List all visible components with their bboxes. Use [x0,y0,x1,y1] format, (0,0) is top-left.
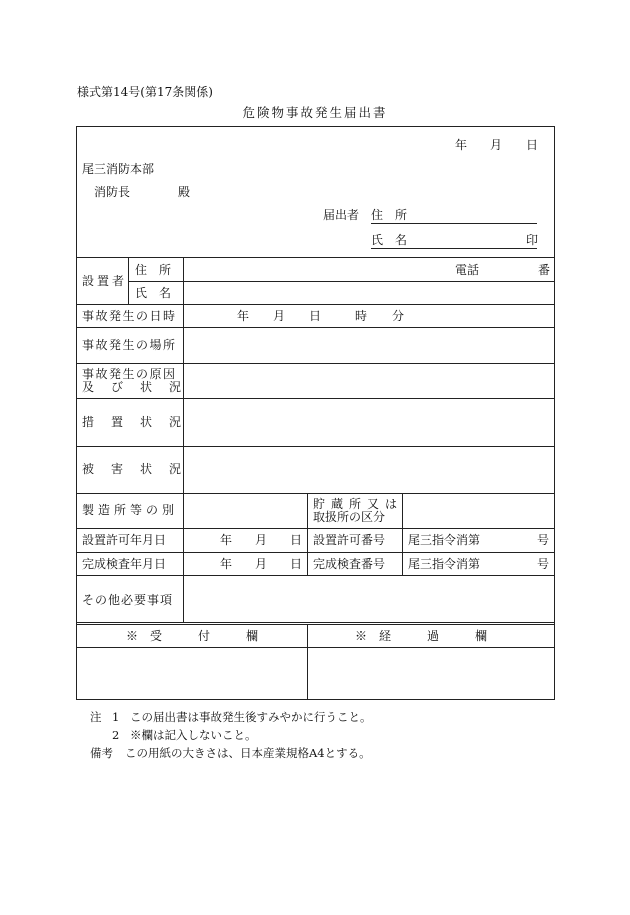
date-year: 年 [455,138,468,152]
accident-minute: 分 [392,309,405,323]
form-title: 危険物事故発生届出書 [242,105,388,120]
divider-inspection-bottom [76,575,555,576]
divider-header-bottom [76,257,555,258]
divider-storage-left [307,493,308,575]
accident-day: 日 [309,309,322,323]
accident-year: 年 [237,309,250,323]
divider-other-bottom [76,622,555,623]
note1-num: 1 [112,710,120,724]
date-month: 月 [490,138,503,152]
inspection-month: 月 [255,557,268,571]
note1-text: この届出書は事故発生後すみやかに行うこと。 [130,710,372,724]
reception-header: ※ 受 付 欄 [126,629,259,643]
divider-installer-sub [128,257,129,304]
remark-text: この用紙の大きさは、日本産業規格A4とする。 [125,746,371,760]
damage-label: 被害状況 [82,462,199,476]
divider-installer-mid [128,281,555,282]
divider-permit-bottom [76,552,555,553]
divider-damage-bottom [76,493,555,494]
permit-month: 月 [255,533,268,547]
notifier-label: 届出者 [323,208,360,222]
storage-label-line1: 貯蔵所又は [313,497,404,511]
divider-cause-bottom [76,398,555,399]
installer-phone-label: 電話 [455,263,480,277]
form-id: 様式第14号(第17条関係) [77,85,213,99]
storage-label-line2: 取扱所の区分 [313,510,386,524]
measures-label: 措置状況 [82,415,199,429]
other-label: その他必要事項 [82,593,174,607]
divider-reception-progress [307,624,308,700]
inspection-year: 年 [220,557,233,571]
installer-phone-suffix: 番 [538,263,551,277]
note-head: 注 [90,710,102,724]
accident-hour: 時 [355,309,368,323]
progress-header: ※ 経 過 欄 [355,629,488,643]
notifier-name-label: 氏 名 [371,233,408,247]
installer-name-label: 氏 名 [135,286,172,300]
accident-datetime-label: 事故発生の日時 [82,309,177,323]
inspection-number-label: 完成検査番号 [313,557,386,571]
inspection-day: 日 [290,557,303,571]
permit-number-prefix: 尾三指令消第 [408,533,481,547]
accident-cause-label-line1: 事故発生の原因 [82,367,177,381]
inspection-number-suffix: 号 [537,557,550,571]
permit-day: 日 [290,533,303,547]
notifier-seal: 印 [526,233,539,247]
installer-label: 設置者 [82,274,128,288]
facility-type-label: 製造所等の別 [82,503,179,517]
notifier-address-label: 住 所 [371,208,408,222]
recipient-title: 消防長 [94,185,131,199]
permit-date-label: 設置許可年月日 [82,533,167,547]
accident-month: 月 [273,309,286,323]
divider-place-bottom [76,363,555,364]
divider-datetime-bottom [76,327,555,328]
divider-measures-bottom [76,446,555,447]
divider-installer-bottom [76,304,555,305]
permit-year: 年 [220,533,233,547]
permit-number-suffix: 号 [537,533,550,547]
accident-cause-label-line2: 及び状況 [82,380,199,394]
notifier-address-underline [371,223,537,224]
date-day: 日 [526,138,539,152]
recipient-honorific: 殿 [178,185,191,199]
divider-label-column [183,257,184,622]
divider-other-bottom-double [76,624,555,625]
note2-num: 2 [112,728,120,742]
recipient-org: 尾三消防本部 [82,162,155,176]
installer-address-label: 住 所 [135,263,172,277]
inspection-number-prefix: 尾三指令消第 [408,557,481,571]
accident-place-label: 事故発生の場所 [82,338,177,352]
form-frame [76,126,555,700]
permit-number-label: 設置許可番号 [313,533,386,547]
divider-facility-bottom [76,528,555,529]
notifier-name-underline [371,248,537,249]
remark-head: 備考 [90,746,113,760]
inspection-date-label: 完成検査年月日 [82,557,167,571]
divider-reception-header-bottom [76,647,555,648]
note2-text: ※欄は記入しないこと。 [130,728,257,742]
